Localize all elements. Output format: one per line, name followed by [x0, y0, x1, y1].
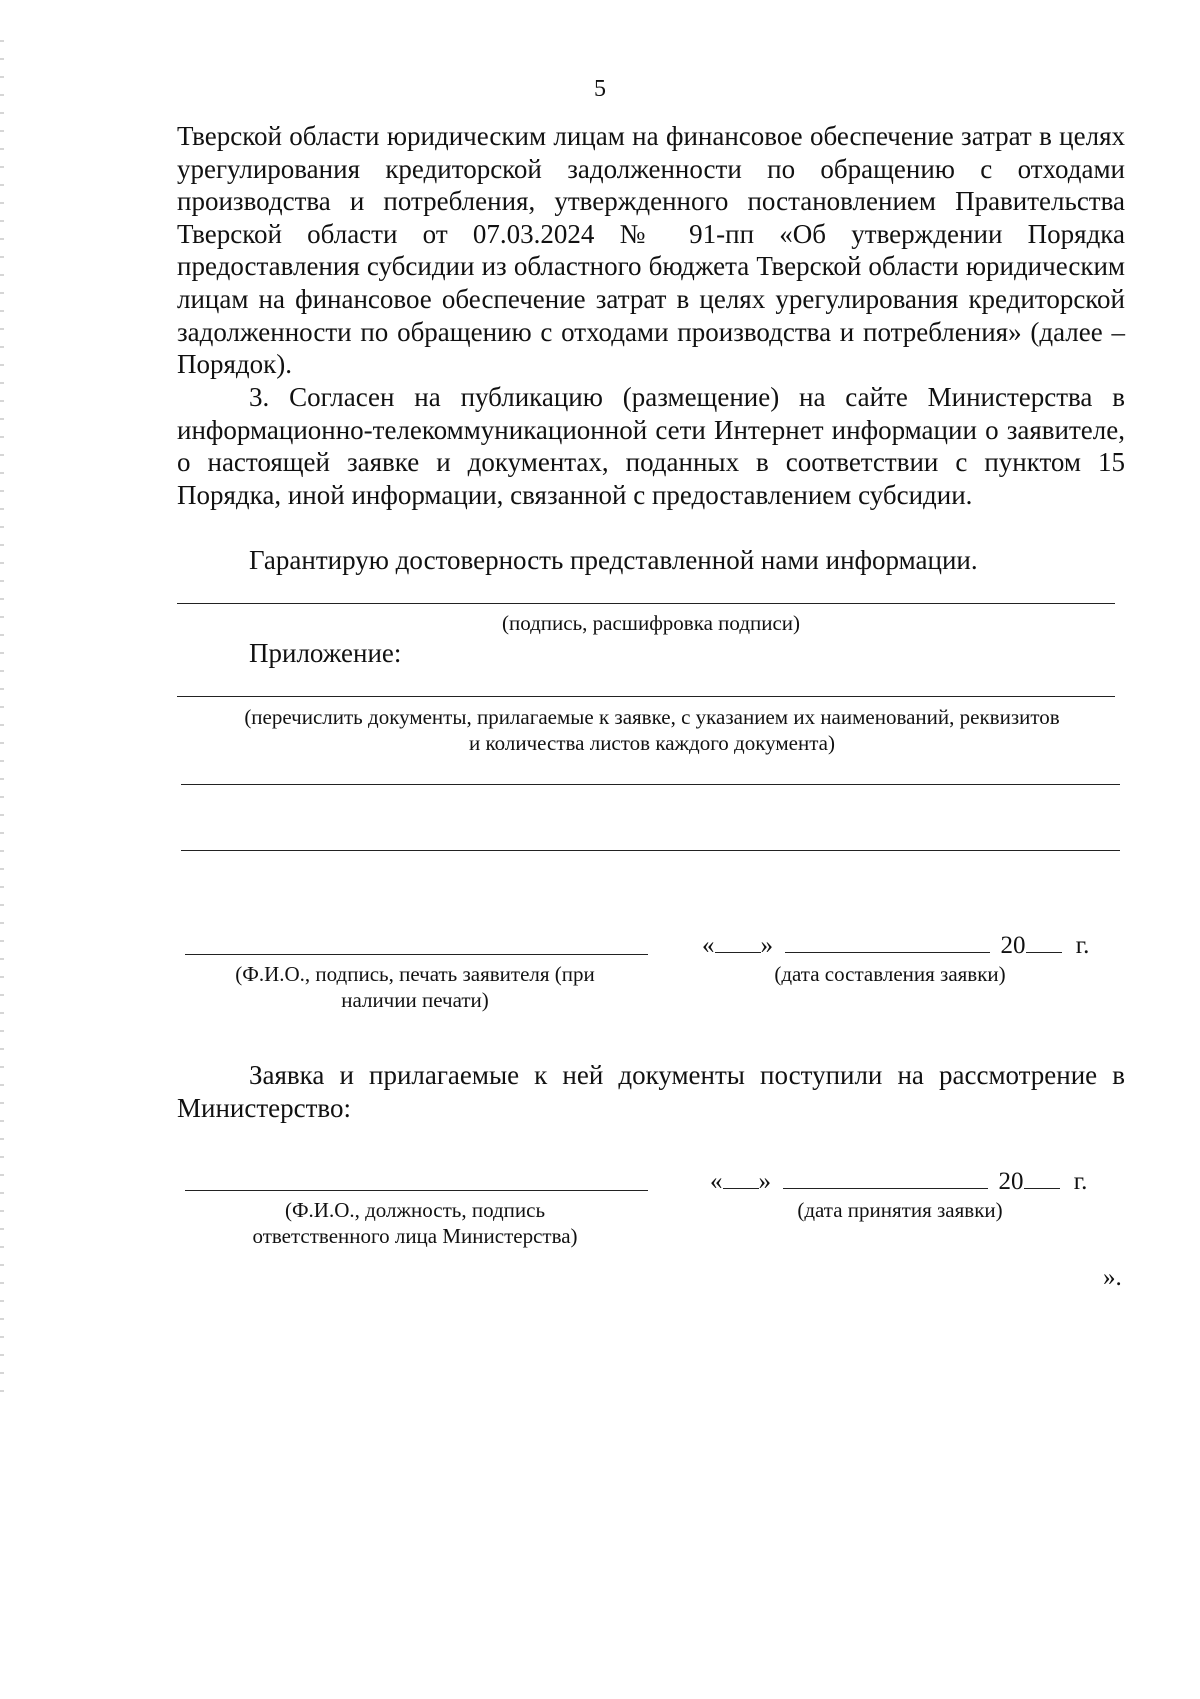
page-number: 5	[594, 76, 606, 102]
month-blank[interactable]	[783, 1166, 988, 1189]
application-date-caption: (дата составления заявки)	[774, 962, 1006, 986]
applicant-signature-line	[185, 954, 648, 955]
signature-caption: (подпись, расшифровка подписи)	[501, 611, 801, 635]
year-prefix: 20	[1000, 932, 1026, 959]
year-suffix: г.	[1073, 1168, 1088, 1195]
year-blank[interactable]	[1026, 930, 1062, 953]
month-blank[interactable]	[785, 930, 990, 953]
annex-line-2	[181, 784, 1120, 785]
application-date-field[interactable]	[702, 930, 1089, 960]
annex-label: Приложение:	[249, 638, 402, 668]
paragraph-order-reference: Тверской области юридическим лицам на финансовое обеспечение затрат в целях урегулирования кредиторской задолженности по обращению с отходами производства и потребления, утвержденного постановлением Правительства Тверской области от 07.03.2024 № 91-пп «Об утверждении Порядка предоставления субсидии из областного бюджета Тверской области юридическим лицам на финансовое обеспечение затрат в целях урегулирования кредиторской задолженности по обращению с отходами производства и потребления» (далее – Порядок).	[177, 121, 1125, 380]
scan-margin-marks	[0, 40, 4, 1400]
year-suffix: г.	[1075, 932, 1090, 959]
date-close-quote: »	[758, 1168, 771, 1195]
year-prefix: 20	[998, 1168, 1024, 1195]
closing-mark: ».	[1103, 1264, 1122, 1291]
paragraph-publication-consent: 3. Согласен на публикацию (размещение) на сайте Министерства в информационно-телекоммуникационной сети Интернет информации о заявителе, о настоящей заявке и документах, поданных в соответствии с пунктом 15 Порядка, иной информации, связанной с предоставлением субсидии.	[177, 382, 1125, 510]
year-blank[interactable]	[1024, 1166, 1060, 1189]
paragraph-guarantee: Гарантирую достоверность представленной нами информации.	[249, 545, 978, 575]
annex-caption: (перечислить документы, прилагаемые к заявке, с указанием их наименований, реквизитов и количества листов каждого документа)	[244, 705, 1060, 755]
date-close-quote: »	[760, 932, 773, 959]
date-open-quote: «	[702, 932, 715, 959]
receipt-date-caption: (дата принятия заявки)	[797, 1198, 1003, 1222]
applicant-signature-caption: (Ф.И.О., подпись, печать заявителя (при наличии печати)	[235, 962, 595, 1012]
day-blank[interactable]	[715, 930, 761, 953]
ministry-signature-caption: (Ф.И.О., должность, подпись ответственного лица Министерства)	[252, 1198, 578, 1248]
ministry-signature-line	[185, 1190, 648, 1191]
signature-line	[177, 603, 1115, 604]
annex-line-1	[177, 696, 1115, 697]
receipt-date-field[interactable]	[710, 1166, 1087, 1196]
annex-line-3	[181, 850, 1120, 851]
day-blank[interactable]	[723, 1166, 759, 1189]
date-open-quote: «	[710, 1168, 723, 1195]
paragraph-receipt: Заявка и прилагаемые к ней документы поступили на рассмотрение в Министерство:	[177, 1060, 1125, 1123]
